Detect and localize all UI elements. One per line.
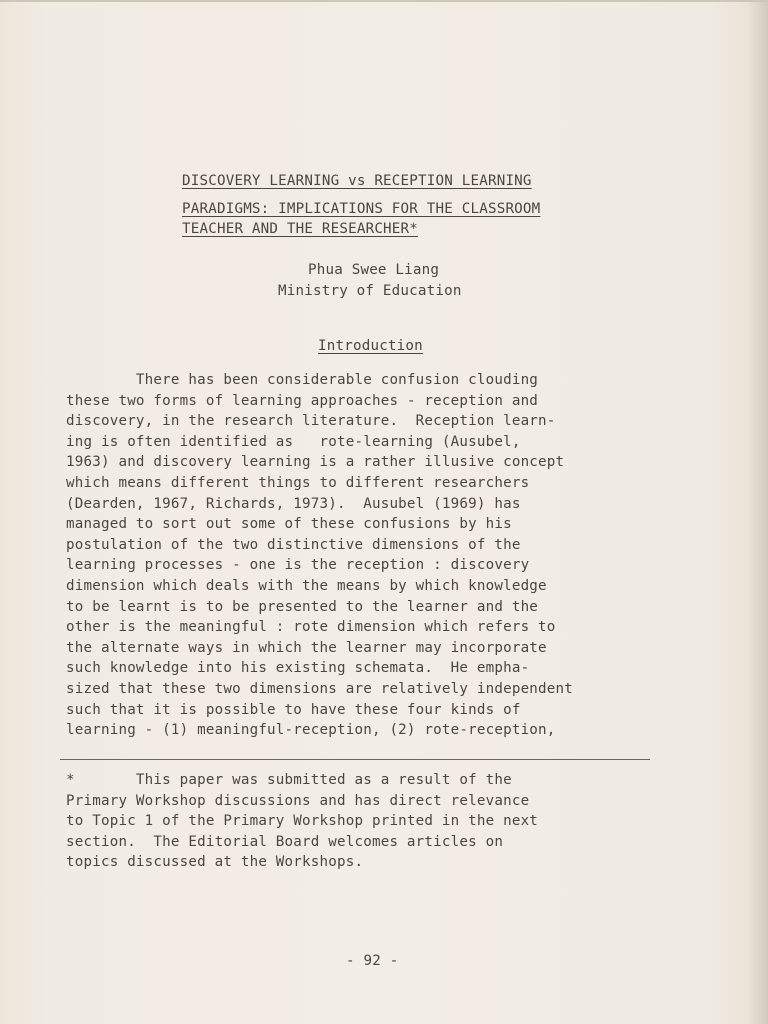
body-line: these two forms of learning approaches - reception and xyxy=(66,392,539,409)
body-line: sized that these two dimensions are relatively independent xyxy=(66,680,574,697)
body-line: such that it is possible to have these four kinds of xyxy=(66,701,521,718)
body-line: dimension which deals with the means by which knowledge xyxy=(66,577,547,594)
title-line-2: PARADIGMS: IMPLICATIONS FOR THE CLASSROOM xyxy=(182,201,541,217)
body-line: learning processes - one is the reception : discovery xyxy=(66,557,530,574)
body-line: postulation of the two distinctive dimensions of the xyxy=(66,536,521,553)
body-line: learning - (1) meaningful-reception, (2) rote-reception, xyxy=(66,722,556,739)
body-line: the alternate ways in which the learner may incorporate xyxy=(66,639,547,656)
title-line-1: DISCOVERY LEARNING vs RECEPTION LEARNING xyxy=(182,173,532,189)
body-line: which means different things to different researchers xyxy=(66,474,530,491)
body-line: (Dearden, 1967, Richards, 1973). Ausubel (1969) has xyxy=(66,495,521,512)
body-line: other is the meaningful : rote dimension which refers to xyxy=(66,619,556,636)
body-line: to be learnt is to be presented to the learner and the xyxy=(66,598,539,615)
body-line: ing is often identified as rote-learning (Ausubel, xyxy=(66,433,521,450)
author-affiliation: Ministry of Education xyxy=(278,283,462,299)
footnote-line: topics discussed at the Workshops. xyxy=(66,854,364,871)
section-heading: Introduction xyxy=(318,338,423,354)
footnote-line: section. The Editorial Board welcomes articles on xyxy=(66,833,504,850)
body-line: 1963) and discovery learning is a rather illusive concept xyxy=(66,454,565,471)
footnote-line: * This paper was submitted as a result of the xyxy=(66,772,512,788)
footnote-line: to Topic 1 of the Primary Workshop printed in the next xyxy=(66,813,539,830)
footnote xyxy=(66,770,538,873)
footnote-divider xyxy=(60,759,650,760)
body-line: discovery, in the research literature. Reception learn- xyxy=(66,413,556,430)
body-text xyxy=(66,370,573,741)
author-name: Phua Swee Liang xyxy=(308,262,440,278)
page-number: - 92 - xyxy=(346,953,399,969)
title-line-3: TEACHER AND THE RESEARCHER* xyxy=(182,221,419,237)
body-line: managed to sort out some of these confusions by his xyxy=(66,516,512,533)
body-line: There has been considerable confusion clouding xyxy=(66,372,539,388)
footnote-line: Primary Workshop discussions and has direct relevance xyxy=(66,792,530,809)
body-line: such knowledge into his existing schemata. He empha- xyxy=(66,660,530,677)
